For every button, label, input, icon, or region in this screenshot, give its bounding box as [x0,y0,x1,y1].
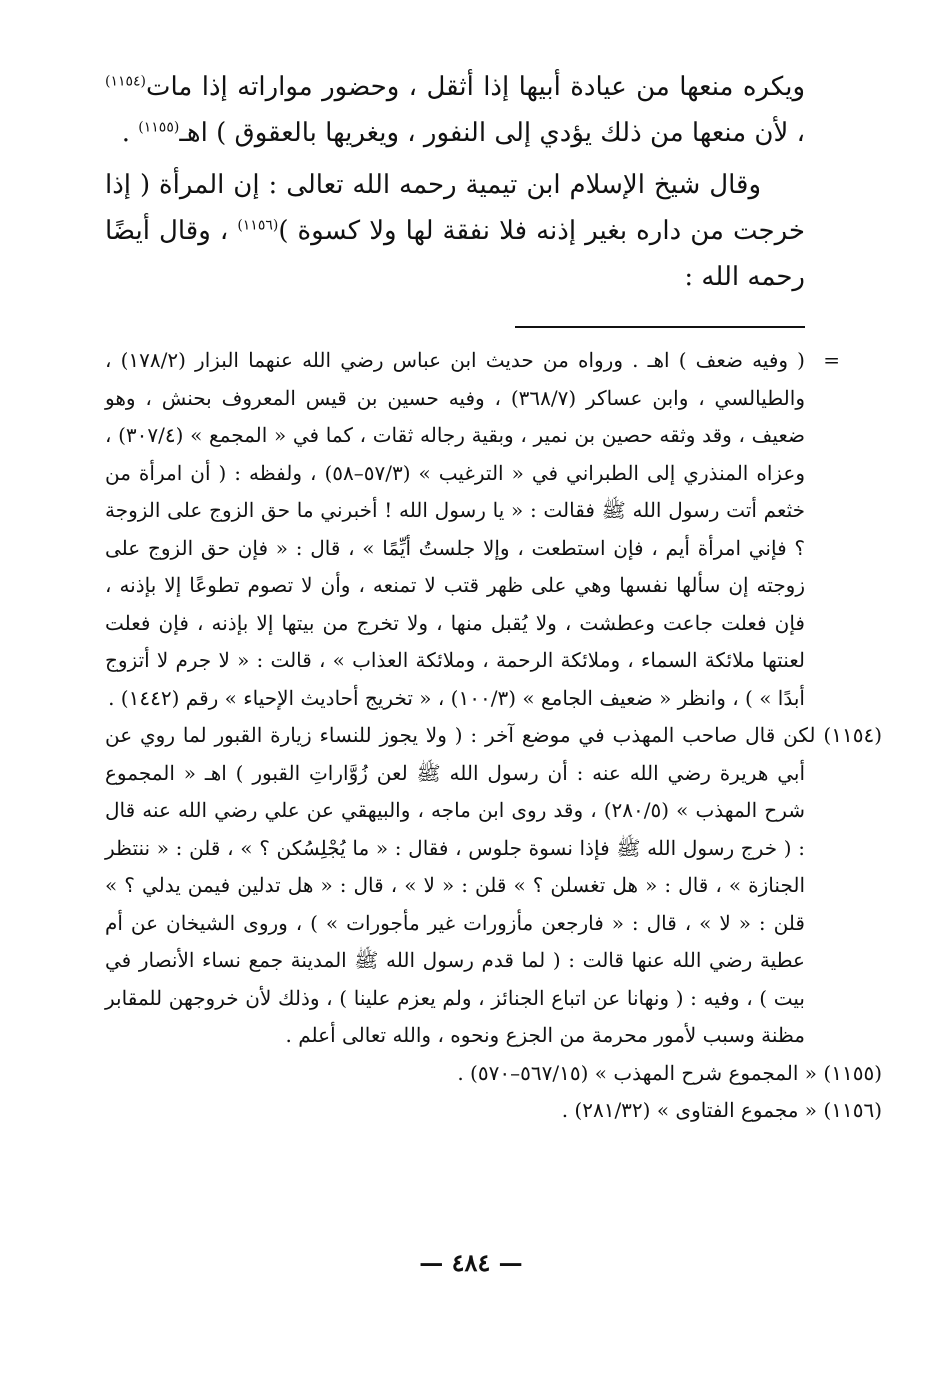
footnote-text-1156: « مجموع الفتاوى » (٢٨١/٣٢) . [561,1098,824,1122]
main-paragraph-2 [105,162,805,300]
footnote-number-1156: (١١٥٦) [823,1098,882,1122]
footnote-ref-1156[interactable]: (١١٥٦) [237,217,279,234]
footnote-1154 [105,717,882,1055]
main-paragraph-2-text-a: وقال شيخ الإسلام ابن تيمية رحمه الله تعالى : إن المرأة ( إذا خرجت من داره بغير إذنه فلا نفقة لها ولا كسوة ) [105,170,806,246]
footnote-separator [515,326,805,328]
page-content [105,64,882,1130]
footnote-number-1154: (١١٥٤) [823,723,882,747]
main-text [105,64,805,300]
footnote-continuation-text: ( وفيه ضعف ) اهـ . ورواه من حديث ابن عباس رضي الله عنهما البزار (١٧٨/٢) ، والطيالسي ، وابن عساكر (٣٦٨/٧) ، وفيه حسين بن قيس المعروف بحنش ، وهو ضعيف ، وقد وثقه حصين بن نمير ، وبقية رجاله ثقات ، كما في « المجمع » (٣٠٧/٤) ، وعزاه المنذري إلى الطبراني في « الترغيب » (٥٧/٣–٥٨) ، ولفظه : ( أن امرأة من خثعم أتت رسول الله ﷺ فقالت : « يا رسول الله ! أخبرني ما حق الزوج على الزوجة ؟ فإني امرأة أيم ، فإن استطعت ، وإلا جلستُ أيِّمًا » ، قال : « فإن حق الزوج على زوجته إن سألها نفسها وهي على ظهر قتب لا تمنعه ، وأن لا تصوم تطوعًا إلا بإذنه ، فإن فعلت جاعت وعطشت ، ولا يُقبل منها ، ولا تخرج من بيتها إلا بإذنه ، فإن فعلت لعنتها ملائكة السماء ، وملائكة الرحمة ، وملائكة العذاب » ، قالت : « لا جرم لا أتزوج أبدًا » ) ، وانظر « ضعيف الجامع » (١٠٠/٣) ، « تخريج أحاديث الإحياء » رقم (١٤٤٢) . [105,348,805,710]
footnote-ref-1154[interactable]: (١١٥٤) [105,73,147,90]
main-paragraph-2-text-b: ، وقال أيضًا رحمه الله : [105,216,805,292]
page-number: — ٤٨٤ — [419,1248,523,1277]
footnote-ref-1155[interactable]: (١١٥٥) [138,119,180,136]
continuation-marker: = [823,348,840,372]
main-paragraph-1-text-c: . [121,118,139,148]
footnote-rule-wrapper [105,326,805,328]
main-paragraph-1-text-b: ، لأن منعها من ذلك يؤدي إلى النفور ، ويغريها بالعقوق ) اهـ [179,118,805,148]
footnote-1155 [105,1055,882,1093]
footnote-number-1155: (١١٥٥) [823,1060,882,1085]
footnote-text-1154: لكن قال صاحب المهذب في موضع آخر : ( ولا يجوز للنساء زيارة القبور لما روي عن أبي هريرة رضي الله عنه : أن رسول الله ﷺ لعن زُوَّاراتِ القبور ) اهـ « المجموع شرح المهذب » (٢٨٠/٥) ، وقد روى ابن ماجه ، والبيهقي عن علي رضي الله عنه قال : ( خرج رسول الله ﷺ فإذا نسوة جلوس ، فقال : « ما يُجْلِسُكن ؟ » ، قلن : « ننتظر الجنازة » ، قال : « هل تغسلن ؟ » قلن : « لا » ، قال : « هل تدلين فيمن يدلي ؟ » قلن : « لا » ، قال : « فارجعن مأزورات غير مأجورات » ) ، وروى الشيخان عن أم عطية رضي الله عنها قالت : ( لما قدم رسول الله ﷺ المدينة جمع نساء الأنصار في بيت ) ، وفيه : ( ونهانا عن اتباع الجنائز ، ولم يعزم علينا ) ، وذلك لأن خروجهن للمقابر مظنة وسبب لأمور محرمة من الجزع ونحوه ، والله تعالى أعلم . [105,723,824,1047]
footnotes-section [105,342,882,1130]
footnote-1156 [105,1092,882,1130]
main-paragraph-1-text-a: ويكره منعها من عيادة أبيها إذا أثقل ، وحضور مواراته إذا مات [146,72,805,102]
main-paragraph-1 [105,64,805,156]
footnote-text-1155: « المجموع شرح المهذب » (٥٦٧/١٥–٥٧٠) . [457,1060,824,1085]
footnote-continuation [105,342,840,717]
